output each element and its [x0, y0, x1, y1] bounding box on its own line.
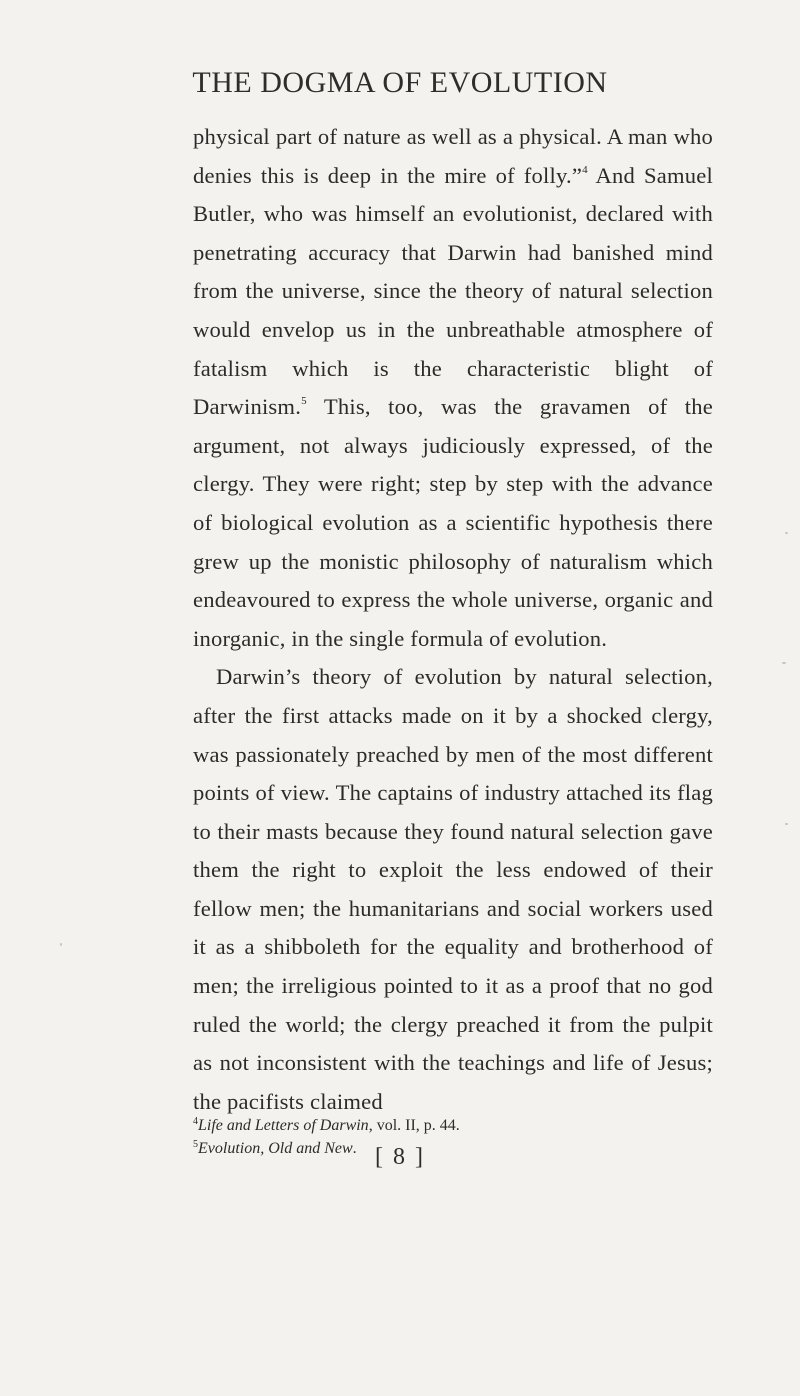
paragraph-2: Darwin’s theory of evolution by natural selection, after the first attacks made on it by a shocked clergy, was passionately preached by men of the most different points of view. The captains of industry attached its flag to their masts because they found natural selection gave them the right to exploit the less endowed of their fellow men; the humanitarians and social workers used it as a shibboleth for the equality and brotherhood of men; the irreligious pointed to it as a proof that no god ruled the world; the clergy preached it from the pulpit as not inconsistent with the teachings and life of Jesus; the pacifists claimed	[193, 664, 713, 1114]
footnote-detail: .	[352, 1140, 357, 1157]
paper-speck	[782, 662, 786, 664]
footnote-detail: , vol. II, p. 44.	[368, 1117, 460, 1134]
running-head: THE DOGMA OF EVOLUTION	[192, 66, 608, 99]
paper-speck	[785, 532, 788, 534]
paper-speck	[60, 943, 62, 946]
footnote-title: Evolution, Old and New	[198, 1140, 353, 1157]
footnote-title: Life and Letters of Darwin	[198, 1117, 369, 1134]
paragraph-1	[193, 118, 713, 658]
body-text	[193, 118, 713, 1121]
page-number: [ 8 ]	[375, 1144, 425, 1170]
paragraph-1-part-1: physical part of nature as well as a physical. A man who denies this is deep in the mire of folly.”	[193, 124, 713, 188]
footnote-ref-5[interactable]: 5	[301, 395, 307, 408]
paper-speck	[785, 823, 788, 825]
paragraph-1-part-2: And Samuel Butler, who was himself an evolutionist, declared with penetrating accuracy that Darwin had banished mind from the universe, since the theory of natural selection would envelop us in the unbreathable atmosphere of fatalism which is the characteristic blight of Darwinism.	[193, 162, 713, 420]
footnote-4	[193, 1114, 713, 1137]
paragraph-1-part-3: This, too, was the gravamen of the argument, not always judiciously expressed, of the clergy. They were right; step by step with the advance of biological evolution as a scientific hypothesis there grew up the monistic philosophy of naturalism which endeavoured to express the whole universe, organic and inorganic, in the single formula of evolution.	[193, 394, 713, 651]
footnote-number: 5	[193, 1139, 198, 1150]
footnote-number: 4	[193, 1116, 198, 1127]
footnote-ref-4[interactable]: 4	[582, 163, 588, 176]
